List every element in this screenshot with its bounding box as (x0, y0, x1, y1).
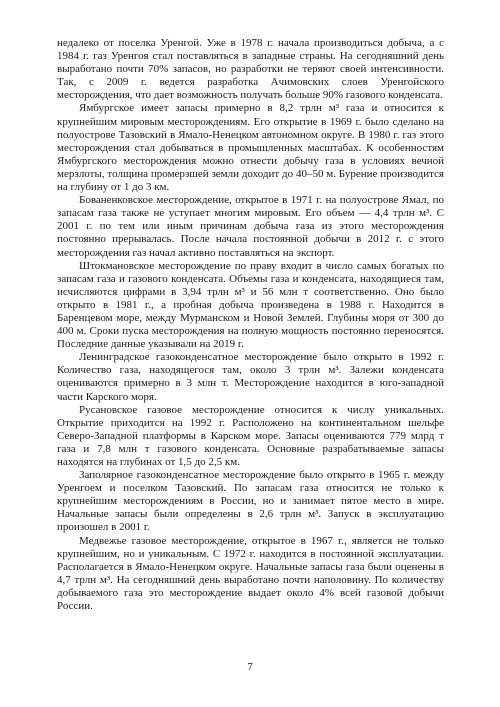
paragraph-bovanenkovo: Бованенковское месторождение, открытое в 1971 г. на полуострове Ямал, по запасам газа также не уступает многим мировым. Его объем — 4,4 трлн м³. С 2001 г. по тем или иным причинам добыча газа из этого месторождения постоянно прерывалась. После начала постоянной добычи в 2012 г. с этого месторождения газ начал активно поставляться на экспорт. (57, 194, 444, 259)
paragraph-shtokman: Штокмановское месторождение по праву входит в число самых богатых по запасам газа и газового конденсата. Объемы газа и конденсата, находящиеся там, исчисляются цифрами в 3,94 трлн м³ и 56 млн т соответственно. Оно было открыто в 1981 г., а пробная добыча произведена в 1988 г. Находится в Баренцевом море, между Мурманском и Новой Землей. Глубины моря от 300 до 400 м. Сроки пуска месторождения на полную мощность постоянно переносятся. Последние данные указывали на 2019 г. (57, 259, 444, 351)
paragraph-zapolyarnoye: Заполярное газоконденсатное месторождение было открыто в 1965 г. между Уренгоем и поселком Тазовский. По запасам газа относится не только к крупнейшим месторождениям в России, но и занимает пятое место в мире. Начальные запасы были определены в 2,6 трлн м³. Запуск в эксплуатацию произошел в 2001 г. (57, 469, 444, 534)
page-number: 7 (247, 661, 253, 673)
body-text (57, 37, 444, 613)
paragraph-urengoy-continued: недалеко от поселка Уренгой. Уже в 1978 г. начала производиться добыча, а с 1984 г. газ Уренгоя стал поставляться в западные страны. На сегодняшний день выработано почти 70% запасов, но разработки не теряют своей интенсивности. Так, с 2009 г. ведется разработка Ачимовских слоев Уренгойского месторождения, что дает возможность получать больше 90% газового конденсата. (57, 37, 444, 102)
paragraph-leningradskoye: Ленинградское газоконденсатное месторождение было открыто в 1992 г. Количество газа, находящегося там, около 3 трлн м³. Залежи конденсата оцениваются примерно в 3 млн т. Месторождение находится в юго-западной части Карского моря. (57, 351, 444, 403)
paragraph-rusanovskoye: Русановское газовое месторождение относится к числу уникальных. Открытие приходится на 1992 г. Расположено на континентальном шельфе Северо-Западной платформы в Карском море. Запасы оцениваются 779 млрд т газа и 7,8 млн т газового конденсата. Основные разрабатываемые запасы находятся на глубинах от 1,5 до 2,5 км. (57, 403, 444, 468)
paragraph-yamburg: Ямбургское имеет запасы примерно в 8,2 трлн м³ газа и относится к крупнейшим мировым месторождениям. Его открытие в 1969 г. было сделано на полуострове Тазовский в Ямало-Ненецком автономном округе. В 1980 г. газ этого месторождения стал добываться в промышленных масштабах. К особенностям Ямбургского месторождения можно отнести добычу газа в условиях вечной мерзлоты, толщина промерзшей земли доходит до 40–50 м. Бурение производится на глубину от 1 до 3 км. (57, 102, 444, 194)
paragraph-medvezhye: Медвежье газовое месторождение, открытое в 1967 г., является не только крупнейшим, но и уникальным. С 1972 г. находится в постоянной эксплуатации. Располагается в Ямало-Ненецком округе. Начальные запасы газа были оценены в 4,7 трлн м³. На сегодняшний день выработано почти наполовину. По количеству добываемого газа это месторождение выдает около 4% всей газовой добычи России. (57, 534, 444, 613)
